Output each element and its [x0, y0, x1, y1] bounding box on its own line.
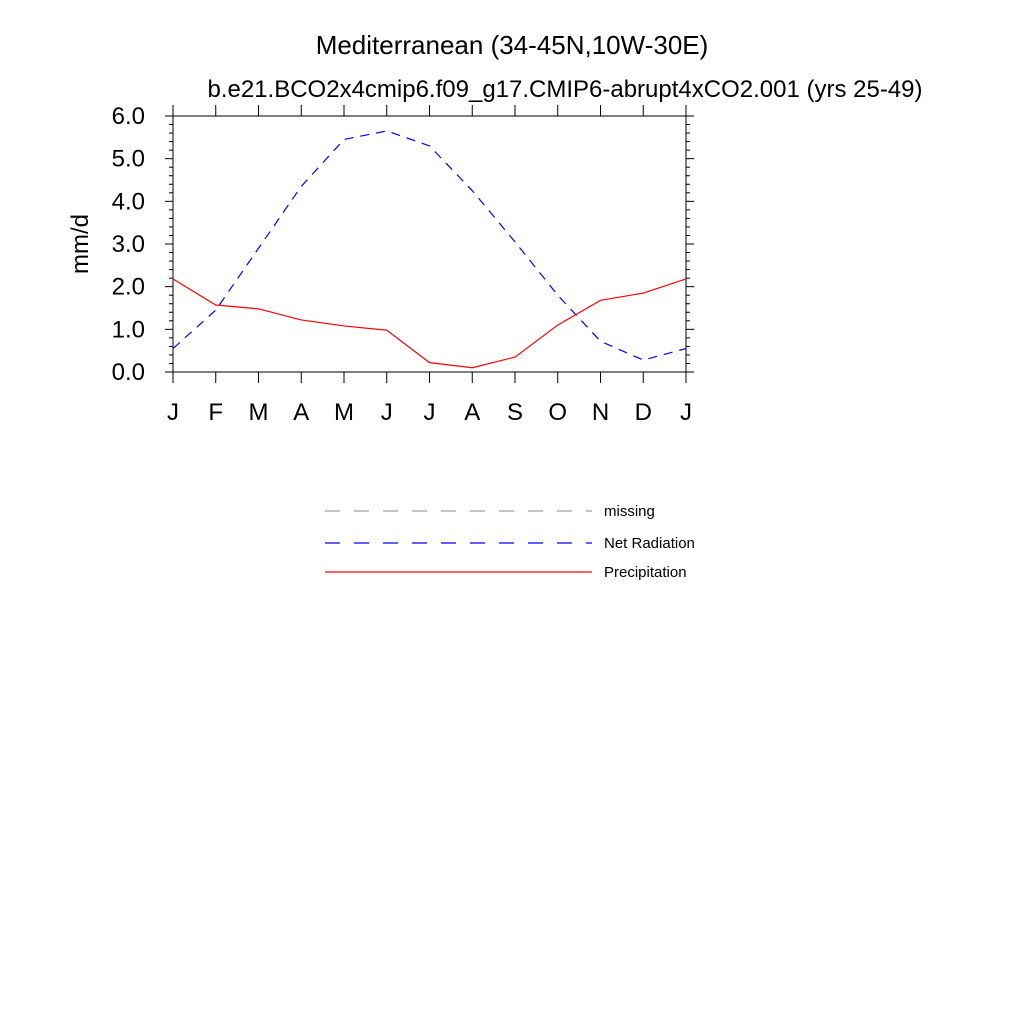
y-tick-label: 0.0 [111, 359, 145, 386]
chart-subtitle: b.e21.BCO2x4cmip6.f09_g17.CMIP6-abrupt4xCO2.001 (yrs 25-49) [207, 76, 923, 103]
x-tick-labels [167, 399, 692, 426]
chart-title: Mediterranean (34-45N,10W-30E) [315, 30, 709, 60]
series-lines [173, 131, 686, 368]
legend-label: missing [604, 503, 655, 520]
x-tick-label: M [334, 399, 354, 426]
x-tick-label: F [208, 399, 224, 426]
plot-frame [173, 116, 686, 372]
y-tick-labels [112, 103, 145, 386]
x-tick-label: M [248, 399, 269, 426]
x-tick-label: O [548, 399, 568, 426]
x-tick-label: J [380, 399, 393, 426]
x-tick-label: J [423, 399, 436, 426]
series-line-net-radiation [173, 131, 686, 360]
legend [325, 503, 695, 581]
y-axis-title: mm/d [67, 214, 94, 274]
x-tick-label: J [680, 399, 692, 426]
y-tick-label: 5.0 [111, 145, 145, 173]
y-tick-label: 6.0 [111, 103, 145, 130]
series-line-precipitation [173, 279, 686, 368]
x-tick-label: D [634, 399, 652, 426]
y-tick-label: 2.0 [111, 273, 145, 301]
y-tick-label: 1.0 [111, 316, 145, 344]
y-tick-label: 3.0 [111, 231, 145, 258]
legend-label: Precipitation [604, 564, 687, 581]
x-tick-label: J [167, 399, 179, 426]
x-tick-label: S [506, 399, 524, 426]
x-tick-label: A [464, 399, 481, 426]
x-tick-label: A [293, 399, 310, 426]
x-tick-label: N [591, 399, 610, 426]
y-tick-label: 4.0 [111, 188, 145, 216]
legend-label: Net Radiation [604, 535, 695, 552]
